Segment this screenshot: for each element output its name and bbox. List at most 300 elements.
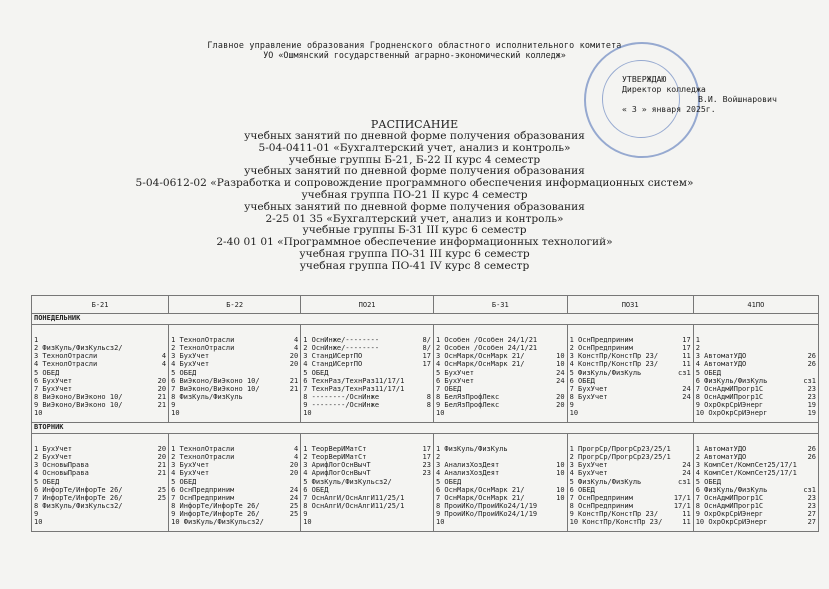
lesson-subject: 7 ОснПредприним <box>171 493 235 502</box>
lesson-subject: 5 ОБЕД <box>303 368 329 377</box>
lesson-subject: 7 ИнфорТе/ИнфорТе 26/ <box>34 493 123 502</box>
lesson-line <box>436 352 565 360</box>
lesson-subject: 6 ФизКуль/ФизКуль <box>695 376 768 385</box>
lesson-line <box>34 494 166 502</box>
lesson-room: 24 <box>682 393 691 402</box>
lesson-subject: 3 КонстПр/КонстПр 23/ <box>569 352 659 361</box>
lesson-subject: 6 ОБЕД <box>569 485 595 494</box>
lesson-subject: 2 <box>695 344 700 353</box>
lesson-subject: 6 БухУчет <box>34 376 72 385</box>
lesson-room: 26 <box>807 453 816 462</box>
lesson-room: 11 <box>682 518 691 527</box>
lesson-subject: 3 АвтоматУДО <box>695 352 747 361</box>
lesson-room: 24 <box>682 469 691 478</box>
lesson-line <box>34 478 166 486</box>
lesson-line <box>34 377 166 385</box>
lesson-subject: 3 АрифЛогОснВычТ <box>303 461 371 470</box>
lesson-subject: 5 ОБЕД <box>695 368 721 377</box>
lesson-line <box>171 510 298 518</box>
lesson-line <box>570 494 691 502</box>
lesson-line <box>171 478 298 486</box>
group-cell <box>301 434 434 532</box>
group-cell <box>433 434 567 532</box>
lesson-subject: 1 ТехнолОтрасли <box>171 445 235 453</box>
lesson-subject: 8 ФизКуль/ФизКульсз2/ <box>34 502 123 511</box>
lesson-subject: 5 ФизКуль/ФизКуль <box>569 368 642 377</box>
lesson-subject: 8 БелЯзПрофЛекс <box>435 393 500 402</box>
lesson-room: 20 <box>157 376 167 385</box>
lesson-room: 17/1 <box>673 493 691 502</box>
lesson-subject: 7 ОБЕД <box>435 384 462 393</box>
lesson-line <box>570 510 691 518</box>
lesson-line <box>34 453 166 461</box>
lesson-room: 10 <box>556 461 565 470</box>
lesson-line <box>303 369 431 377</box>
lesson-line <box>696 453 816 461</box>
lesson-line <box>303 401 431 409</box>
lesson-subject: 1 БухУчет <box>34 445 72 453</box>
lesson-room: 11 <box>682 360 691 369</box>
lesson-line <box>303 352 431 360</box>
lesson-subject: 5 ОБЕД <box>34 477 60 486</box>
lesson-line <box>171 409 298 417</box>
lesson-subject: 10 <box>34 409 43 418</box>
lesson-room: 25 <box>157 493 167 502</box>
lesson-subject: 1 ТеорВерИМатСт <box>303 445 367 453</box>
title-line: учебных занятий по дневной форме получения образования <box>244 165 585 178</box>
lesson-room: 4 <box>293 453 299 462</box>
lesson-line <box>436 336 565 344</box>
lesson-subject: 4 БухУчет <box>569 469 608 478</box>
lesson-subject: 10 ОхрОкрСрИЭнерг <box>695 409 768 418</box>
lesson-room: 23 <box>807 493 816 502</box>
lesson-line <box>570 336 691 344</box>
group-cell <box>567 434 693 532</box>
lesson-subject: 4 АвтоматУДО <box>695 360 747 369</box>
lesson-subject: 3 БухУчет <box>171 352 210 361</box>
lesson-line <box>436 344 565 352</box>
lesson-room: сз1 <box>803 485 816 494</box>
lesson-subject: 6 ТехнРаз/ТехнРаз11/17/1 <box>303 376 405 385</box>
lesson-subject: 6 ВиЭконо/ВиЭконо 10/ <box>171 376 260 385</box>
lesson-room: 4 <box>293 445 299 453</box>
lesson-subject: 10 КонстПр/КонстПр 23/ <box>569 518 663 527</box>
lesson-subject: 10 <box>569 409 579 418</box>
lesson-subject: 2 АвтоматУДО <box>695 453 747 462</box>
lesson-line <box>171 461 298 469</box>
lesson-line <box>171 469 298 477</box>
lesson-subject: 3 БухУчет <box>171 461 210 470</box>
lessons-row <box>32 434 819 532</box>
lesson-room: 10 <box>556 485 565 494</box>
lesson-line <box>436 478 565 486</box>
day-name: ПОНЕДЕЛЬНИК <box>32 314 819 325</box>
lesson-subject: 4 КомпСет/КомпСет25/17/1 <box>695 469 797 478</box>
lesson-line <box>171 336 298 344</box>
lesson-subject: 7 БухУчет <box>34 384 72 393</box>
lesson-subject: 2 ТеорВерИМатСт <box>303 453 367 462</box>
lesson-subject: 10 <box>435 409 445 418</box>
lesson-line <box>436 453 565 461</box>
lesson-line <box>171 352 298 360</box>
lesson-subject: 7 ОснАдмИПрогр1С <box>695 493 764 502</box>
lesson-line <box>171 344 298 352</box>
lesson-line <box>303 393 431 401</box>
lesson-room: 24 <box>682 384 691 393</box>
lesson-line <box>303 336 431 344</box>
lesson-room: 4 <box>161 360 167 369</box>
lesson-line <box>696 486 816 494</box>
lesson-room: 24 <box>556 368 565 377</box>
lesson-line <box>696 494 816 502</box>
lesson-room: 17/1 <box>673 502 691 511</box>
column-header: Б-21 <box>32 296 169 314</box>
lesson-room: 17 <box>422 453 431 462</box>
lesson-subject: 4 АрифЛогОснВычТ <box>303 469 371 478</box>
day-name: ВТОРНИК <box>32 423 819 434</box>
lesson-subject: 1 <box>695 336 700 344</box>
lesson-line <box>570 502 691 510</box>
lesson-line <box>303 385 431 393</box>
lesson-line <box>171 453 298 461</box>
lesson-room: 24 <box>289 493 299 502</box>
lesson-subject: 3 ОснМарк/ОснМарк 21/ <box>435 352 525 361</box>
lesson-room: 24 <box>289 485 299 494</box>
lesson-subject: 8 ИнфорТе/ИнфорТе 26/ <box>171 502 260 511</box>
lesson-subject: 6 ФизКуль/ФизКуль <box>695 485 768 494</box>
lesson-line <box>696 385 816 393</box>
title-line: учебная группа ПО-31 III курс 6 семестр <box>299 248 530 260</box>
lesson-line <box>696 469 816 477</box>
lesson-subject: 7 БухУчет <box>569 384 608 393</box>
lesson-room: 26 <box>807 445 816 453</box>
lesson-line <box>570 445 691 453</box>
lesson-line <box>34 445 166 453</box>
lesson-subject: 1 ОснПредприним <box>569 336 633 344</box>
lesson-room: 25 <box>289 502 299 511</box>
lesson-line <box>303 453 431 461</box>
lesson-line <box>696 445 816 453</box>
lesson-line <box>436 409 565 417</box>
lesson-subject: 3 ТехнолОтрасли <box>34 352 98 361</box>
lesson-subject: 2 ОснИнже/-------- <box>303 344 380 353</box>
day-row <box>32 423 819 434</box>
lesson-subject: 9 <box>303 510 308 519</box>
lesson-line <box>570 409 691 417</box>
lesson-line <box>303 360 431 368</box>
title-line: 2-25 01 35 «Бухгалтерский учет, анализ и контроль» <box>265 212 564 225</box>
lesson-subject: 1 ОснИнже/-------- <box>303 336 380 344</box>
lesson-room: 24 <box>556 376 565 385</box>
lesson-room: 10 <box>556 352 565 361</box>
title-line: 5-04-0411-01 «Бухгалтерский учет, анализ и контроль» <box>258 141 571 154</box>
approval-position: Директор колледжа <box>622 84 706 94</box>
lesson-line <box>303 461 431 469</box>
lesson-line <box>303 344 431 352</box>
lesson-room: 23 <box>422 469 431 478</box>
lesson-subject: 8 --------/ОснИнже <box>303 393 380 402</box>
lesson-line <box>436 518 565 526</box>
lesson-room: 23 <box>807 393 816 402</box>
group-cell <box>301 325 434 423</box>
lesson-line <box>570 385 691 393</box>
lesson-subject: 10 <box>303 409 312 418</box>
lesson-line <box>171 401 298 409</box>
lesson-line <box>34 502 166 510</box>
lesson-subject: 10 <box>171 409 180 418</box>
lesson-subject: 8 БухУчет <box>569 393 608 402</box>
day-row <box>32 314 819 325</box>
lesson-room: 20 <box>289 469 299 478</box>
lesson-line <box>436 461 565 469</box>
lesson-line <box>436 360 565 368</box>
lesson-line <box>436 401 565 409</box>
lesson-line <box>34 409 166 417</box>
lesson-room: 23 <box>422 461 431 470</box>
lesson-room: 20 <box>157 453 167 462</box>
lesson-subject: 5 ФизКуль/ФизКуль <box>569 477 642 486</box>
lesson-line <box>436 393 565 401</box>
lesson-subject: 10 <box>34 518 43 527</box>
lesson-subject: 5 ОБЕД <box>695 477 721 486</box>
lesson-line <box>570 486 691 494</box>
lesson-room: 4 <box>293 336 299 344</box>
approval-date: « 3 » января 2025г. <box>622 104 716 114</box>
lesson-line <box>696 401 816 409</box>
column-header: ПО31 <box>567 296 693 314</box>
lesson-subject: 2 ПрогрСр/ПрогрСр23/25/1 <box>569 453 671 462</box>
lesson-room: 17 <box>422 445 431 453</box>
lesson-line <box>171 445 298 453</box>
lesson-line <box>570 478 691 486</box>
lesson-line <box>303 510 431 518</box>
lesson-subject: 8 ОснАдмИПрогр1С <box>695 502 764 511</box>
lesson-line <box>303 486 431 494</box>
lesson-line <box>696 461 816 469</box>
lesson-room: 25 <box>289 510 299 519</box>
lesson-room: 25 <box>157 485 167 494</box>
lesson-room: 21 <box>157 401 167 410</box>
lesson-line <box>696 502 816 510</box>
lesson-room: 20 <box>289 461 299 470</box>
lesson-subject: 2 ФизКуль/ФизКульсз2/ <box>34 344 123 353</box>
lesson-room: сз1 <box>803 376 816 385</box>
lesson-subject: 5 ОБЕД <box>34 368 60 377</box>
lesson-line <box>696 518 816 526</box>
lesson-subject: 2 БухУчет <box>34 453 72 462</box>
lesson-line <box>34 336 166 344</box>
lesson-subject: 6 ОснМарк/ОснМарк 21/ <box>435 485 525 494</box>
lesson-room: сз1 <box>678 477 691 486</box>
lesson-subject: 6 БухУчет <box>435 376 474 385</box>
lesson-room: 17 <box>422 352 431 361</box>
lesson-subject: 3 БухУчет <box>569 461 608 470</box>
lesson-line <box>696 352 816 360</box>
lesson-subject: 6 ОБЕД <box>569 376 595 385</box>
lesson-subject: 7 ОснМарк/ОснМарк 21/ <box>435 493 525 502</box>
lesson-room: 20 <box>556 401 565 410</box>
lesson-subject: 9 ИнфорТе/ИнфорТе 26/ <box>171 510 260 519</box>
lesson-room: 4 <box>293 344 299 353</box>
title-line: учебные группы Б-31 III курс 6 семестр <box>302 224 527 237</box>
lessons-row <box>32 325 819 423</box>
lesson-room: 8/ <box>422 336 431 344</box>
lesson-subject: 5 ФизКуль/ФизКульсз2/ <box>303 477 392 486</box>
lesson-subject: 2 ТехнолОтрасли <box>171 453 235 462</box>
approval-title: УТВЕРЖДАЮ <box>622 74 667 84</box>
lesson-subject: 4 БухУчет <box>171 360 210 369</box>
lesson-subject: 1 ПрогрСр/ПрогрСр23/25/1 <box>569 445 671 453</box>
schedule-table <box>31 295 819 532</box>
lesson-subject: 10 <box>303 518 312 527</box>
lesson-subject: 8 ФизКуль/ФизКуль <box>171 393 243 402</box>
lesson-room: 21 <box>157 469 167 478</box>
lesson-subject: 2 Особен /Особен 24/1/21 <box>435 344 538 353</box>
lesson-line <box>570 518 691 526</box>
lesson-line <box>171 360 298 368</box>
lesson-room: 23 <box>807 384 816 393</box>
lesson-room: 11 <box>682 510 691 519</box>
lesson-room: 19 <box>807 401 816 410</box>
lesson-line <box>570 344 691 352</box>
title-line: учебная группа ПО-41 IV курс 8 семестр <box>299 259 530 272</box>
lesson-line <box>34 360 166 368</box>
lesson-room: 27 <box>807 518 816 527</box>
lesson-line <box>303 502 431 510</box>
lesson-line <box>34 393 166 401</box>
college-line: УО «Ошмянский государственный аграрно-экономический колледж» <box>263 50 566 60</box>
lesson-subject: 4 СтандИСертПО <box>303 360 363 369</box>
lesson-line <box>34 385 166 393</box>
lesson-subject: 4 ТехнолОтрасли <box>34 360 98 369</box>
title-line: учебных занятий по дневной форме получения образования <box>244 130 585 142</box>
lesson-room: 8 <box>426 401 431 410</box>
lesson-line <box>303 445 431 453</box>
lesson-subject: 10 ФизКуль/ФизКульсз2/ <box>171 518 264 527</box>
lesson-subject: 4 АнализХозДеят <box>435 469 500 478</box>
lesson-subject: 8 ОснАдмИПрогр1С <box>695 393 764 402</box>
lesson-subject: 8 ВиЭконо/ВиЭконо 10/ <box>34 393 123 402</box>
column-header: 41ПО <box>693 296 818 314</box>
lesson-line <box>171 377 298 385</box>
column-header: Б-31 <box>433 296 567 314</box>
group-cell <box>567 325 693 423</box>
lesson-line <box>171 486 298 494</box>
lesson-line <box>171 494 298 502</box>
lesson-room: 11 <box>682 352 691 361</box>
group-cell <box>693 434 818 532</box>
lesson-subject: 9 ВиЭконо/ВиЭконо 10/ <box>34 401 123 410</box>
lesson-line <box>34 461 166 469</box>
lesson-room: 20 <box>556 393 565 402</box>
lesson-subject: 5 ОБЕД <box>171 368 197 377</box>
lesson-subject: 5 ОБЕД <box>435 477 462 486</box>
lesson-room: 17 <box>682 336 691 344</box>
lesson-subject: 3 АнализХозДеят <box>435 461 500 470</box>
lesson-line <box>570 377 691 385</box>
lesson-subject: 4 БухУчет <box>171 469 210 478</box>
lesson-line <box>570 369 691 377</box>
lesson-room: 8/ <box>422 344 431 353</box>
lesson-room: 10 <box>556 360 565 369</box>
lesson-subject: 10 ОхрОкрСрИЭнерг <box>695 518 768 527</box>
lesson-room: 27 <box>807 510 816 519</box>
lesson-room: 23 <box>807 502 816 511</box>
lesson-subject: 7 ОснАлгИ/ОснАлгИ11/25/1 <box>303 493 405 502</box>
title-line: учебные группы Б-21, Б-22 II курс 4 семестр <box>288 153 541 166</box>
lesson-line <box>436 369 565 377</box>
lesson-line <box>570 453 691 461</box>
lesson-line <box>303 494 431 502</box>
lesson-line <box>436 510 565 518</box>
lesson-subject: 1 <box>34 336 39 344</box>
lesson-subject: 9 <box>34 510 39 519</box>
lesson-line <box>171 393 298 401</box>
lesson-subject: 10 <box>435 518 445 527</box>
lesson-line <box>436 486 565 494</box>
lesson-line <box>303 469 431 477</box>
lesson-line <box>171 502 298 510</box>
group-cell <box>169 325 301 423</box>
lesson-line <box>436 377 565 385</box>
lesson-line <box>34 469 166 477</box>
lesson-subject: 9 ПроиИКо/ПроиИКо24/1/19 <box>435 510 538 519</box>
lesson-line <box>696 344 816 352</box>
lesson-room: 21 <box>289 376 299 385</box>
lesson-subject: 8 ПроиИКо/ПроиИКо24/1/19 <box>435 502 538 511</box>
lesson-room: 10 <box>556 493 565 502</box>
lesson-line <box>570 469 691 477</box>
title-line: учебных занятий по дневной форме получения образования <box>244 200 585 213</box>
lesson-subject: 9 КонстПр/КонстПр 23/ <box>569 510 659 519</box>
lesson-subject: 2 ОснПредприним <box>569 344 633 353</box>
lesson-line <box>696 369 816 377</box>
lesson-subject: 5 ОБЕД <box>171 477 197 486</box>
lesson-subject: 7 ОснАдмИПрогр1С <box>695 384 764 393</box>
lesson-line <box>171 518 298 526</box>
lesson-subject: 3 КомпСет/КомпСет25/17/1 <box>695 461 797 470</box>
lesson-line <box>696 336 816 344</box>
lesson-line <box>34 352 166 360</box>
group-cell <box>433 325 567 423</box>
lesson-line <box>303 377 431 385</box>
lesson-line <box>696 510 816 518</box>
lesson-room: 10 <box>556 469 565 478</box>
group-cell <box>169 434 301 532</box>
lesson-room: 26 <box>807 360 816 369</box>
lesson-room: 24 <box>682 461 691 470</box>
lesson-subject: 6 ИнфорТе/ИнфорТе 26/ <box>34 485 123 494</box>
approval-name: В.И. Войшнарович <box>698 94 777 104</box>
lesson-subject: 2 ТехнолОтрасли <box>171 344 235 353</box>
header-row <box>32 296 819 314</box>
lesson-line <box>303 478 431 486</box>
lesson-line <box>570 352 691 360</box>
lesson-subject: 6 ОБЕД <box>303 485 329 494</box>
group-cell <box>693 325 818 423</box>
lesson-line <box>436 385 565 393</box>
lesson-subject: 8 ОснАлгИ/ОснАлгИ11/25/1 <box>303 502 405 511</box>
lesson-subject: 4 ОснМарк/ОснМарк 21/ <box>435 360 525 369</box>
lesson-room: 20 <box>289 352 299 361</box>
lesson-subject: 3 СтандИСертПО <box>303 352 363 361</box>
lesson-subject: 9 БелЯзПрофЛекс <box>435 401 500 410</box>
lesson-room: 17 <box>422 360 431 369</box>
title-line: 2-40 01 01 «Программное обеспечение информационных технологий» <box>216 236 613 249</box>
lesson-subject: 7 ОснПредприним <box>569 493 633 502</box>
lesson-line <box>570 461 691 469</box>
lesson-room: 8 <box>426 393 431 402</box>
